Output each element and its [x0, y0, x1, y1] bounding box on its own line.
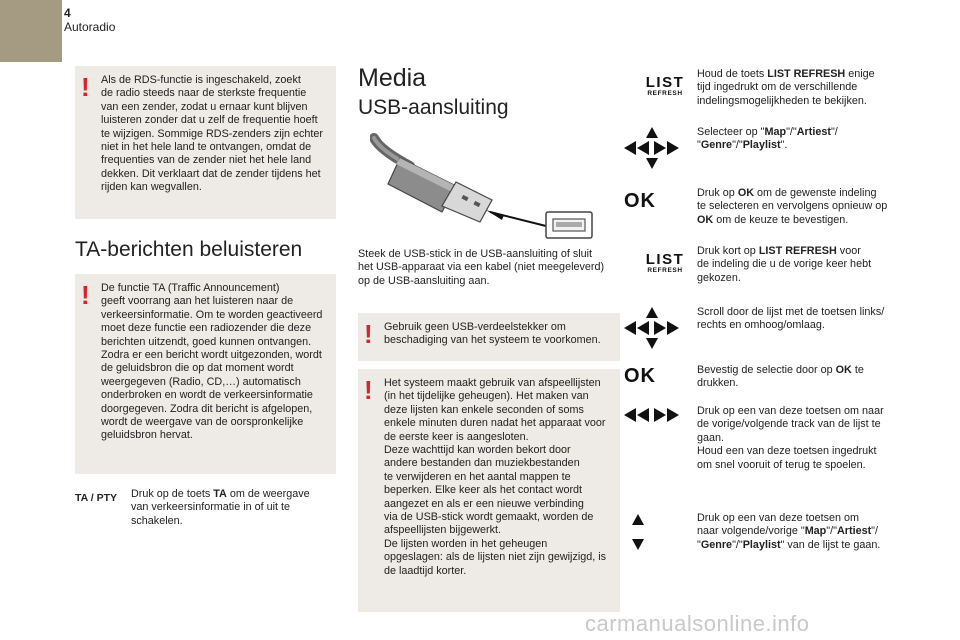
scroll-list-text: Scroll door de lijst met de toetsen links/ rechts en omhoog/omlaag. [697, 306, 885, 332]
chapter-title: Autoradio [64, 20, 116, 34]
usb-plug-illustration [370, 130, 600, 242]
corner-tab [0, 0, 62, 62]
ta-press-text: Druk op de toets TA om de weergave van verkeersinformatie in of uit te schakelen. [131, 488, 310, 527]
ta-section-title: TA-berichten beluisteren [75, 238, 303, 261]
page-number: 4 [64, 6, 71, 20]
list-refresh-button-icon: LIST REFRESH [645, 74, 685, 97]
confirm-selection-text: Bevestig de selectie door op OK te drukken. [697, 364, 864, 390]
list-refresh-short-text: Druk kort op LIST REFRESH voor de indeling die u de vorige keer hebt gekozen. [697, 245, 872, 284]
left-right-arrows-icon [616, 404, 688, 426]
usb-hub-warning-text: Gebruik geen USB-verdeelstekker om beschadiging van het systeem te voorkomen. [384, 321, 601, 347]
list-refresh-hold-text: Houd de toets LIST REFRESH enige tijd ingedrukt om de verschillende indelingsmogelijkheden te bekijken. [697, 68, 875, 107]
track-navigation-text: Druk op een van deze toetsen om naar de vorige/volgende track van de lijst te gaan. Houd een van deze toetsen ingedrukt om snel vooruit of terug te spoelen. [697, 405, 884, 471]
four-way-arrows-icon [616, 304, 688, 352]
warning-icon: ! [81, 280, 90, 310]
warning-icon: ! [364, 319, 373, 349]
rds-warning-text: Als de RDS-functie is ingeschakeld, zoekt de radio steeds naar de sterkste frequentie van een zender, zodat u ernaar kunt blijven luisteren zonder dat u zelf de frequentie hoeft te wijzigen. Sommige RDS-zenders zijn echter niet in het hele land te ontvangen, omdat de frequenties van de zender niet het hele land dekken. Dit verklaart dat de zender tijdens het rijden kan wegvallen. [101, 74, 324, 194]
ta-pty-button-icon: TA / PTY [75, 492, 117, 504]
ta-info-text: De functie TA (Traffic Announcement) geeft voorrang aan het luisteren naar de verkeersinformatie. Om te worden geactiveerd moet deze functie een radiozender die deze berichten uitzendt, goed kunnen ontvangen. Zodra er een bericht wordt uitgezonden, wordt de geluidsbron die op dat moment wordt weergegeven (Radio, CD,…) automatisch onderbroken en wordt de verkeersinformatie doorgegeven. Zodra dit bericht is afgelopen, wordt de weergave van de oorspronkelijke geluidsbron hervat. [101, 282, 323, 442]
list-navigation-text: Druk op een van deze toetsen om naar volgende/vorige "Map"/"Artiest"/ "Genre"/"Playlist" van de lijst te gaan. [697, 512, 881, 551]
four-way-arrows-icon [616, 124, 688, 172]
playlist-info-note [358, 369, 620, 612]
rds-warning-note [75, 66, 336, 219]
ok-button-icon: OK [624, 365, 656, 387]
ta-info-note [75, 274, 336, 474]
warning-icon: ! [364, 375, 373, 405]
media-title: Media [358, 64, 427, 92]
usb-hub-warning-note [358, 313, 620, 361]
usb-subtitle: USB-aansluiting [358, 96, 509, 119]
ok-button-icon: OK [624, 190, 656, 212]
ok-select-text: Druk op OK om de gewenste indeling te selecteren en vervolgens opnieuw op OK om de keuze te bevestigen. [697, 187, 888, 226]
warning-icon: ! [81, 72, 90, 102]
select-category-text: Selecteer op "Map"/"Artiest"/ "Genre"/"Playlist". [697, 126, 838, 152]
playlist-info-text: Het systeem maakt gebruik van afspeellijsten (in het tijdelijke geheugen). Het maken van deze lijsten kan enkele seconden of soms enkele minuten duren nadat het apparaat voor de eerste keer is aangesloten. Deze wachttijd kan worden bekort door andere bestanden dan muziekbestanden te verwijderen en het aantal mappen te beperken. Elke keer als het contact wordt aangezet en als er een nieuwe verbinding via de USB-stick wordt gemaakt, worden de afspeellijsten bijgewerkt. De lijsten worden in het geheugen opgeslagen: als de lijsten niet zijn gewijzigd, is de laadtijd korter. [384, 377, 607, 577]
watermark: carmanualsonline.info [585, 611, 810, 636]
up-down-arrows-icon [626, 512, 650, 552]
list-refresh-button-icon: LIST REFRESH [645, 251, 685, 274]
usb-instructions: Steek de USB-stick in de USB-aansluiting of sluit het USB-apparaat via een kabel (niet meegeleverd) op de USB-aansluiting aan. [358, 248, 605, 287]
